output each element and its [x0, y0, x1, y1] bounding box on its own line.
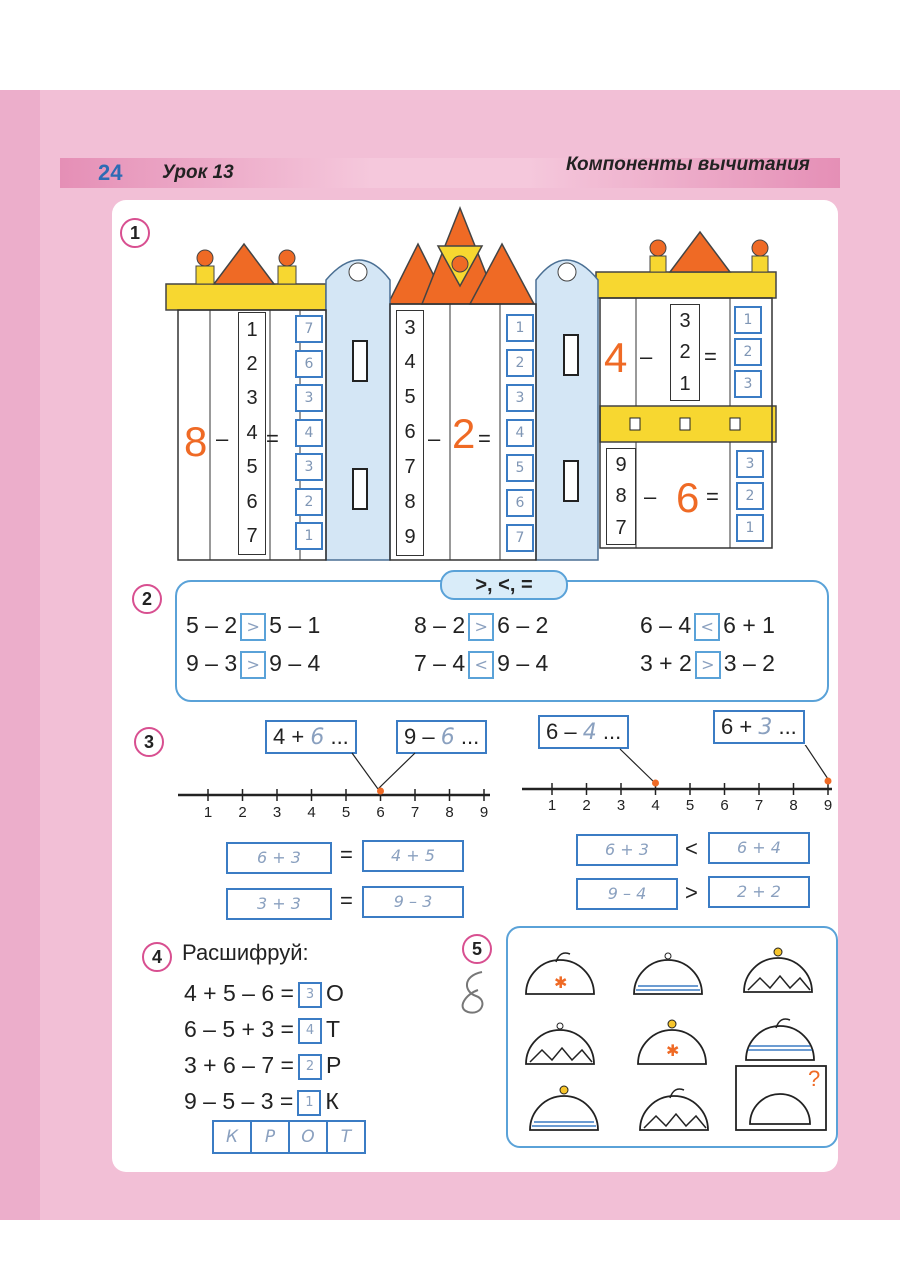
cipher-expression: 3 + 6 – 7 =	[184, 1052, 294, 1078]
right-top-equals: =	[704, 344, 717, 369]
label-text: 9 –	[404, 724, 435, 749]
right-expression: 6 + 1	[723, 612, 775, 638]
hats-puzzle	[506, 926, 836, 1146]
comparison-box[interactable]: >	[695, 651, 721, 679]
eq-left-2-left[interactable]: 3 + 3	[226, 888, 332, 920]
answer-box[interactable]	[295, 522, 323, 550]
tick-label: 4	[651, 797, 660, 814]
column-number: 9	[396, 520, 424, 556]
handwritten-answer: 1	[745, 520, 755, 536]
answer-box[interactable]	[736, 450, 764, 478]
comparison	[186, 612, 320, 641]
svg-text:✱: ✱	[554, 973, 568, 992]
answer-box[interactable]	[295, 350, 323, 378]
comparison-box[interactable]: <	[694, 613, 720, 641]
column-number: 1	[238, 312, 266, 349]
left-expression: 5 – 2	[186, 612, 238, 638]
dots: ...	[460, 724, 480, 749]
dots: ...	[330, 724, 349, 749]
page-number: 24	[98, 160, 123, 185]
cipher-expression: 6 – 5 + 3 =	[184, 1016, 294, 1042]
cipher-answer-box[interactable]: 2	[298, 1054, 322, 1080]
task3-right-box-b[interactable]	[713, 710, 805, 744]
right-bottom-minus: –	[644, 484, 657, 509]
answer-box[interactable]	[506, 314, 534, 342]
right-expression: 9 – 4	[497, 650, 549, 676]
answer-box[interactable]	[295, 488, 323, 516]
cipher-letter: Т	[325, 1016, 341, 1042]
tick-label: 3	[272, 804, 282, 821]
tick-label: 4	[307, 804, 316, 821]
handwritten-answer: 3	[304, 459, 314, 476]
dots: ...	[602, 719, 622, 744]
right-top-minuend: 4	[604, 334, 628, 381]
eq-right-2-right[interactable]: 2 + 2	[708, 876, 810, 908]
tick-label: 2	[238, 804, 247, 821]
answer-box[interactable]	[506, 454, 534, 482]
word-letter: Т	[340, 1127, 352, 1147]
comparison-box[interactable]: >	[240, 613, 266, 641]
eq-right-1-right[interactable]: 6 + 4	[708, 832, 810, 864]
tower-window	[352, 340, 368, 382]
handwritten-scribble	[452, 966, 496, 1020]
tower-window	[352, 468, 368, 510]
eq-right-1-left[interactable]: 6 + 3	[576, 834, 678, 866]
handwritten-answer: 7	[304, 321, 314, 338]
right-top-minus: –	[640, 344, 653, 369]
book-edge	[0, 90, 40, 1220]
eq-left-2-right[interactable]: 9 – 3	[362, 886, 464, 918]
handwritten-answer: 6	[310, 725, 325, 750]
comparison-box[interactable]: >	[468, 613, 494, 641]
eq-right-1-sign: <	[685, 836, 698, 861]
left-minus: –	[216, 426, 229, 451]
comparison	[640, 612, 775, 641]
cipher-row	[184, 1088, 339, 1116]
column-number: 1	[670, 368, 700, 401]
column-number: 7	[238, 519, 266, 555]
handwritten-answer: 3	[304, 390, 314, 407]
cipher-letter: О	[325, 980, 344, 1006]
lesson-title: Урок 13	[162, 162, 234, 183]
tick-label: 9	[823, 797, 833, 814]
answer-box[interactable]	[506, 419, 534, 447]
tick-label: 8	[445, 804, 454, 821]
answer-box[interactable]	[734, 370, 762, 398]
answer-box[interactable]	[736, 482, 764, 510]
middle-minus: –	[428, 426, 441, 451]
handwritten-answer: 4	[582, 720, 597, 745]
tick-label: 7	[410, 804, 420, 821]
eq-left-1-left[interactable]: 6 + 3	[226, 842, 332, 874]
column-number: 5	[396, 380, 424, 416]
comparison	[640, 650, 775, 679]
eq-right-2-sign: >	[685, 880, 698, 905]
column-number: 6	[238, 485, 266, 521]
task4-number: 4	[142, 942, 172, 972]
topic-title: Компоненты вычитания	[566, 154, 810, 175]
left-expression: 6 – 4	[640, 612, 692, 638]
eq-left-2-sign: =	[340, 888, 353, 913]
handwritten-answer: 3	[745, 456, 755, 472]
label-text: 4 +	[273, 724, 305, 749]
handwritten-answer: 7	[515, 529, 525, 546]
answer-box[interactable]	[295, 419, 323, 447]
answer-box[interactable]	[295, 453, 323, 481]
left-expression: 3 + 2	[640, 650, 692, 676]
task5-number: 5	[462, 934, 492, 964]
handwritten-answer: 3	[743, 376, 753, 392]
tower-window	[563, 460, 579, 502]
right-expression: 6 – 2	[497, 612, 549, 638]
column-number: 3	[238, 381, 266, 417]
word-letter: Р	[252, 1122, 290, 1152]
task4-title: Расшифруй:	[182, 940, 309, 965]
handwritten-answer: 2	[515, 354, 525, 371]
handwritten-answer: 6	[440, 725, 455, 750]
right-expression: 5 – 1	[269, 612, 321, 638]
answer-box[interactable]	[734, 338, 762, 366]
eq-left-1-sign: =	[340, 842, 353, 867]
left-expression: 8 – 2	[414, 612, 466, 638]
label-text: 6 +	[721, 714, 753, 739]
tick-label: 8	[789, 797, 798, 814]
middle-subtrahend: 2	[452, 410, 476, 457]
cipher-answer-box[interactable]: 3	[298, 982, 322, 1008]
comparison	[414, 650, 548, 679]
column-number: 7	[396, 450, 424, 486]
right-bottom-subtrahend: 6	[676, 474, 700, 521]
cipher-answer-box[interactable]: 4	[298, 1018, 322, 1044]
answer-box[interactable]	[734, 306, 762, 334]
right-expression: 9 – 4	[269, 650, 321, 676]
right-bottom-equals: =	[706, 484, 719, 509]
task3-right-box-a[interactable]	[538, 715, 629, 749]
eq-left-1-right[interactable]: 4 + 5	[362, 840, 464, 872]
handwritten-answer: 6	[515, 494, 525, 511]
cipher-row	[184, 1052, 341, 1080]
answer-box[interactable]	[506, 349, 534, 377]
cipher-letter: Р	[325, 1052, 342, 1078]
tick-label: 5	[685, 797, 695, 814]
column-number: 7	[606, 512, 636, 545]
cipher-expression: 9 – 5 – 3 =	[184, 1088, 294, 1114]
cipher-row	[184, 980, 344, 1008]
tick-label: 6	[376, 804, 385, 821]
handwritten-answer: 6	[304, 355, 314, 372]
answer-box[interactable]	[736, 514, 764, 542]
label-text: 6 –	[546, 719, 577, 744]
middle-equals: =	[478, 426, 491, 451]
left-expression: 7 – 4	[414, 650, 466, 676]
cipher-letter: К	[325, 1088, 339, 1114]
tick-label: 9	[479, 804, 489, 821]
column-number: 6	[396, 415, 424, 451]
tick-label: 5	[341, 804, 351, 821]
column-number: 3	[396, 310, 424, 347]
task1-number: 1	[120, 218, 150, 248]
answer-box[interactable]	[506, 384, 534, 412]
comparison	[414, 612, 548, 641]
answer-box[interactable]	[506, 489, 534, 517]
handwritten-answer: 2	[743, 344, 753, 360]
decoded-word[interactable]	[212, 1120, 366, 1154]
comparison-box[interactable]: <	[468, 651, 494, 679]
comparison	[186, 650, 320, 679]
tick-label: 2	[582, 797, 591, 814]
column-number: 3	[670, 304, 700, 338]
cipher-row	[184, 1016, 340, 1044]
tick-label: 7	[754, 797, 764, 814]
column-number: 4	[396, 345, 424, 381]
handwritten-answer: 2	[304, 493, 314, 510]
cipher-answer-box[interactable]: 1	[297, 1090, 321, 1116]
handwritten-answer: 3	[758, 715, 773, 740]
word-letter: О	[290, 1122, 328, 1152]
answer-box[interactable]	[506, 524, 534, 552]
handwritten-answer: 1	[304, 528, 314, 545]
column-number: 2	[670, 336, 700, 369]
tick-label: 3	[616, 797, 626, 814]
handwritten-answer: 5	[515, 459, 525, 476]
task2-number: 2	[132, 584, 162, 614]
handwritten-answer: 1	[743, 312, 753, 328]
left-expression: 9 – 3	[186, 650, 238, 676]
column-number: 8	[396, 485, 424, 521]
handwritten-answer: 2	[745, 488, 755, 504]
task2-header: >, <, =	[440, 570, 568, 600]
tower-window	[563, 334, 579, 376]
eq-right-2-left[interactable]: 9 – 4	[576, 878, 678, 910]
cipher-expression: 4 + 5 – 6 =	[184, 980, 294, 1006]
question-mark: ?	[808, 1066, 821, 1091]
handwritten-answer: 4	[304, 424, 314, 441]
answer-box[interactable]	[295, 384, 323, 412]
comparison-box[interactable]: >	[240, 651, 266, 679]
column-number: 2	[238, 347, 266, 383]
tick-label: 6	[720, 797, 729, 814]
tick-label: 1	[203, 804, 213, 821]
column-number: 4	[238, 416, 266, 452]
handwritten-answer: 4	[515, 424, 525, 441]
word-letter: К	[214, 1122, 252, 1152]
answer-box[interactable]	[295, 315, 323, 343]
task3-number: 3	[134, 727, 164, 757]
handwritten-answer: 1	[515, 319, 525, 336]
column-number: 8	[606, 480, 636, 513]
left-minuend: 8	[184, 418, 208, 465]
tick-label: 1	[547, 797, 557, 814]
handwritten-answer: 3	[515, 389, 525, 406]
left-equals: =	[266, 426, 279, 451]
dots: ...	[778, 714, 797, 739]
right-expression: 3 – 2	[723, 650, 775, 676]
column-number: 9	[606, 448, 636, 482]
column-number: 5	[238, 450, 266, 486]
svg-text:✱: ✱	[666, 1041, 680, 1060]
